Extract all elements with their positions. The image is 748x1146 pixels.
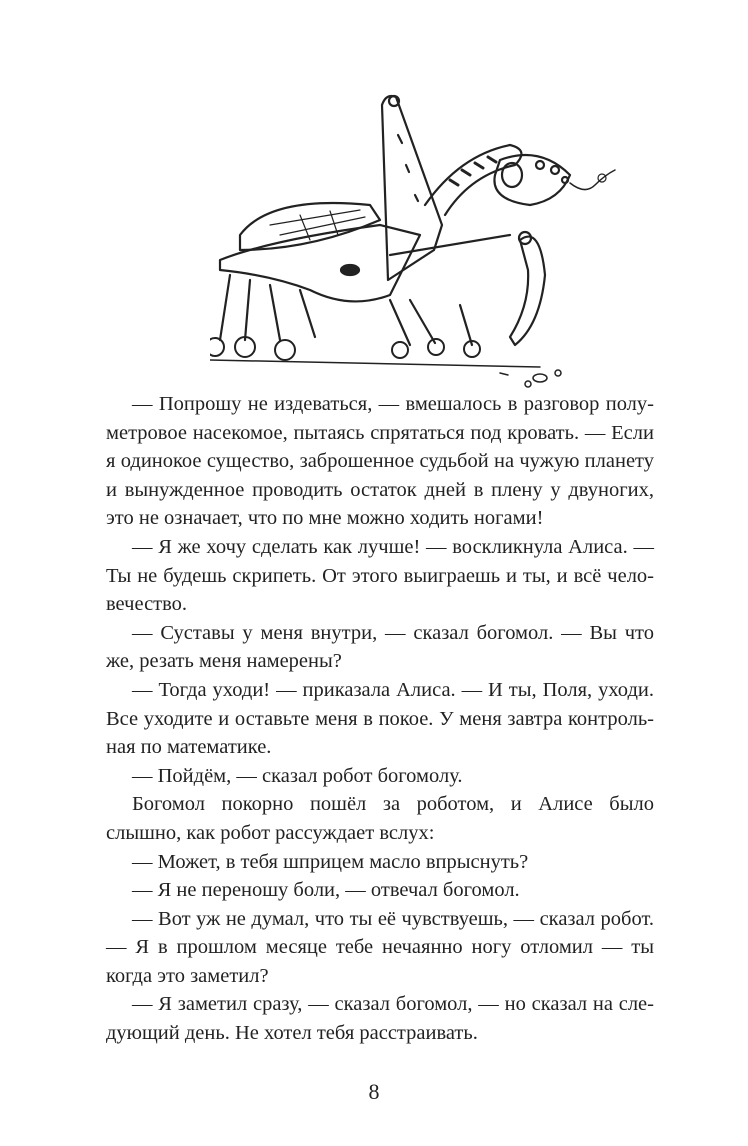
- text-line: Все уходите и оставьте меня в покое. У меня завтра контроль-: [106, 707, 654, 730]
- text-line: дующий день. Не хотел тебя расстраивать.: [106, 1022, 478, 1045]
- text-line: — Пойдём, — сказал робот богомолу.: [132, 764, 463, 787]
- text-line: вечество.: [106, 593, 188, 616]
- text-line: Ты не будешь скрипеть. От этого выиграешь и ты, и всё чело-: [106, 564, 654, 587]
- paragraph: [106, 848, 654, 877]
- text-line: ная по математике.: [106, 736, 272, 759]
- text-line: — Может, в тебя шприцем масло впрыснуть?: [132, 850, 529, 873]
- page-number: 8: [368, 1078, 380, 1104]
- text-line: — Я же хочу сделать как лучше! — воскликнула Алиса. —: [132, 535, 654, 558]
- text-line: Я в прошлом месяце тебе нечаянно ногу отломил — ты когда: [106, 936, 655, 987]
- paragraph: [106, 533, 654, 619]
- ground: [210, 360, 540, 367]
- text-line: — Вот уж не думал, что ты её чувствуешь, — сказал робот. —: [106, 907, 654, 959]
- paragraph: [106, 619, 654, 676]
- text-line: — Суставы у меня внутри, — сказал богомол. — Вы что же,: [106, 621, 654, 673]
- paragraph: [106, 905, 654, 991]
- text-line: — Тогда уходи! — приказала Алиса. — И ты, Поля, уходи.: [132, 678, 654, 701]
- text-line: как робот рассуждает вслух:: [186, 821, 435, 844]
- text-line: это заметил?: [157, 964, 269, 987]
- text-line: и вынужденное проводить остаток дней в плену у двуногих,: [106, 478, 654, 501]
- wheels: [210, 337, 480, 360]
- text-line: метровое насекомое, пытаясь спрятаться под кровать. — Если: [106, 421, 654, 444]
- paragraph: [106, 390, 654, 533]
- text-line: резать меня намерены?: [139, 650, 342, 673]
- head: [494, 155, 570, 205]
- text-line: я одинокое существо, заброшенное судьбой на чужую планету: [106, 450, 654, 473]
- text-line: — Попрошу не издеваться, — вмешалось в разговор полу-: [132, 393, 654, 415]
- body-text: [106, 390, 654, 1048]
- text-line: — Я заметил сразу, — сказал богомол, — но сказал на сле-: [132, 993, 654, 1016]
- paragraph: [106, 790, 654, 847]
- paragraph: [106, 876, 654, 905]
- neck: [425, 145, 521, 215]
- front-arm: [510, 237, 545, 345]
- text-line: — Я не переношу боли, — отвечал богомол.: [132, 879, 520, 902]
- mantis-illustration: [210, 75, 650, 390]
- text-line: Богомол покорно пошёл за роботом, и Алисе было слышно,: [106, 793, 654, 844]
- paragraph: [106, 990, 654, 1047]
- paragraph: [106, 676, 654, 762]
- text-line: это не означает, что по мне можно ходить ногами!: [106, 507, 544, 530]
- paragraph: [106, 762, 654, 791]
